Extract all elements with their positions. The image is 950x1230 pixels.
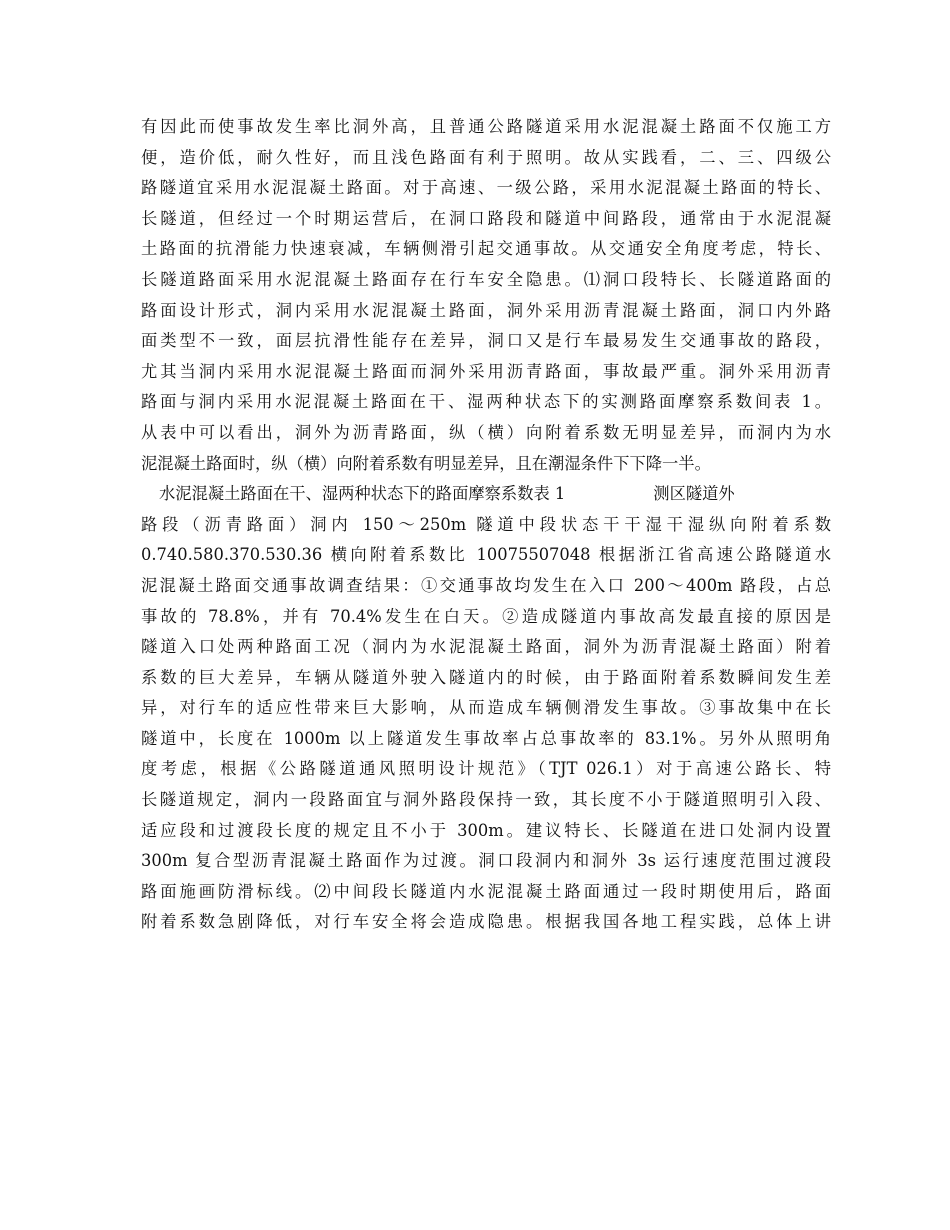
text-line: 0.740.580.370.530.36 横向附着系数比 10075507048 根据浙江省高速公路隧道水 — [141, 545, 831, 565]
text-line: 异，对行车的适应性带来巨大影响，从而造成车辆侧滑发生事故。③事故集中在长 — [141, 698, 831, 718]
body-text — [141, 112, 831, 938]
text-line: 路面与洞内采用水泥混凝土路面在干、湿两种状态下的实测路面摩察系数间表 1。 — [141, 392, 831, 412]
text-line: 泥混凝土路面时，纵（横）向附着系数有明显差异，且在潮湿条件下下降一半。 — [141, 453, 711, 473]
text-line: 土路面的抗滑能力快速衰减，车辆侧滑引起交通事故。从交通安全角度考虑，特长、 — [141, 239, 831, 259]
text-line: 系数的巨大差异，车辆从隧道外驶入隧道内的时候，由于路面附着系数瞬间发生差 — [141, 667, 831, 687]
text-line: 长隧道，但经过一个时期运营后，在洞口路段和隧道中间路段，通常由于水泥混凝 — [141, 208, 831, 228]
text-line: 有因此而使事故发生率比洞外高，且普通公路隧道采用水泥混凝土路面不仅施工方 — [141, 117, 831, 136]
text-line: 尤其当洞内采用水泥混凝土路面而洞外采用沥青路面，事故最严重。洞外采用沥青 — [141, 361, 831, 381]
table-header-fragment: 测区隧道外 — [653, 484, 735, 504]
text-line: 从表中可以看出，洞外为沥青路面，纵（横）向附着系数无明显差异，而洞内为水 — [141, 422, 831, 442]
text-line: 附着系数急剧降低，对行车安全将会造成隐患。根据我国各地工程实践，总体上讲 — [141, 912, 831, 932]
text-line: 面类型不一致，面层抗滑性能存在差异，洞口又是行车最易发生交通事故的路段， — [141, 331, 831, 351]
table-caption: 水泥混凝土路面在干、湿两种状态下的路面摩察系数表 1 — [159, 484, 566, 504]
text-line: 路隧道宜采用水泥混凝土路面。对于高速、一级公路，采用水泥混凝土路面的特长、 — [141, 178, 831, 198]
text-line: 度考虑，根据《公路隧道通风照明设计规范》（TJT 026.1）对于高速公路长、特 — [141, 759, 831, 779]
text-line: 事故的 78.8%，并有 70.4%发生在白天。②造成隧道内事故高发最直接的原因是 — [141, 606, 831, 626]
text-line: 路面施画防滑标线。⑵中间段长隧道内水泥混凝土路面通过一段时期使用后，路面 — [141, 881, 831, 901]
text-line: 路面设计形式，洞内采用水泥混凝土路面，洞外采用沥青混凝土路面，洞口内外路 — [141, 300, 831, 320]
text-line: 路段（沥青路面）洞内 150～250m 隧道中段状态干干湿干湿纵向附着系数 — [141, 514, 831, 534]
text-line: 泥混凝土路面交通事故调查结果：①交通事故均发生在入口 200～400m 路段，占总 — [141, 575, 831, 595]
text-line: 适应段和过渡段长度的规定且不小于 300m。建议特长、长隧道在进口处洞内设置 — [141, 820, 831, 840]
text-line: 长隧道路面采用水泥混凝土路面存在行车安全隐患。⑴洞口段特长、长隧道路面的 — [141, 269, 831, 289]
text-line: 隧道入口处两种路面工况（洞内为水泥混凝土路面，洞外为沥青混凝土路面）附着 — [141, 637, 831, 657]
text-line: 隧道中，长度在 1000m 以上隧道发生事故率占总事故率的 83.1%。另外从照明角 — [141, 728, 831, 748]
text-line: 长隧道规定，洞内一段路面宜与洞外路段保持一致，其长度不小于隧道照明引入段、 — [141, 790, 831, 810]
text-line: 便，造价低，耐久性好，而且浅色路面有利于照明。故从实践看，二、三、四级公 — [141, 147, 831, 167]
text-line: 300m 复合型沥青混凝土路面作为过渡。洞口段洞内和洞外 3s 运行速度范围过渡段 — [141, 851, 831, 871]
table-caption-line — [141, 479, 831, 510]
